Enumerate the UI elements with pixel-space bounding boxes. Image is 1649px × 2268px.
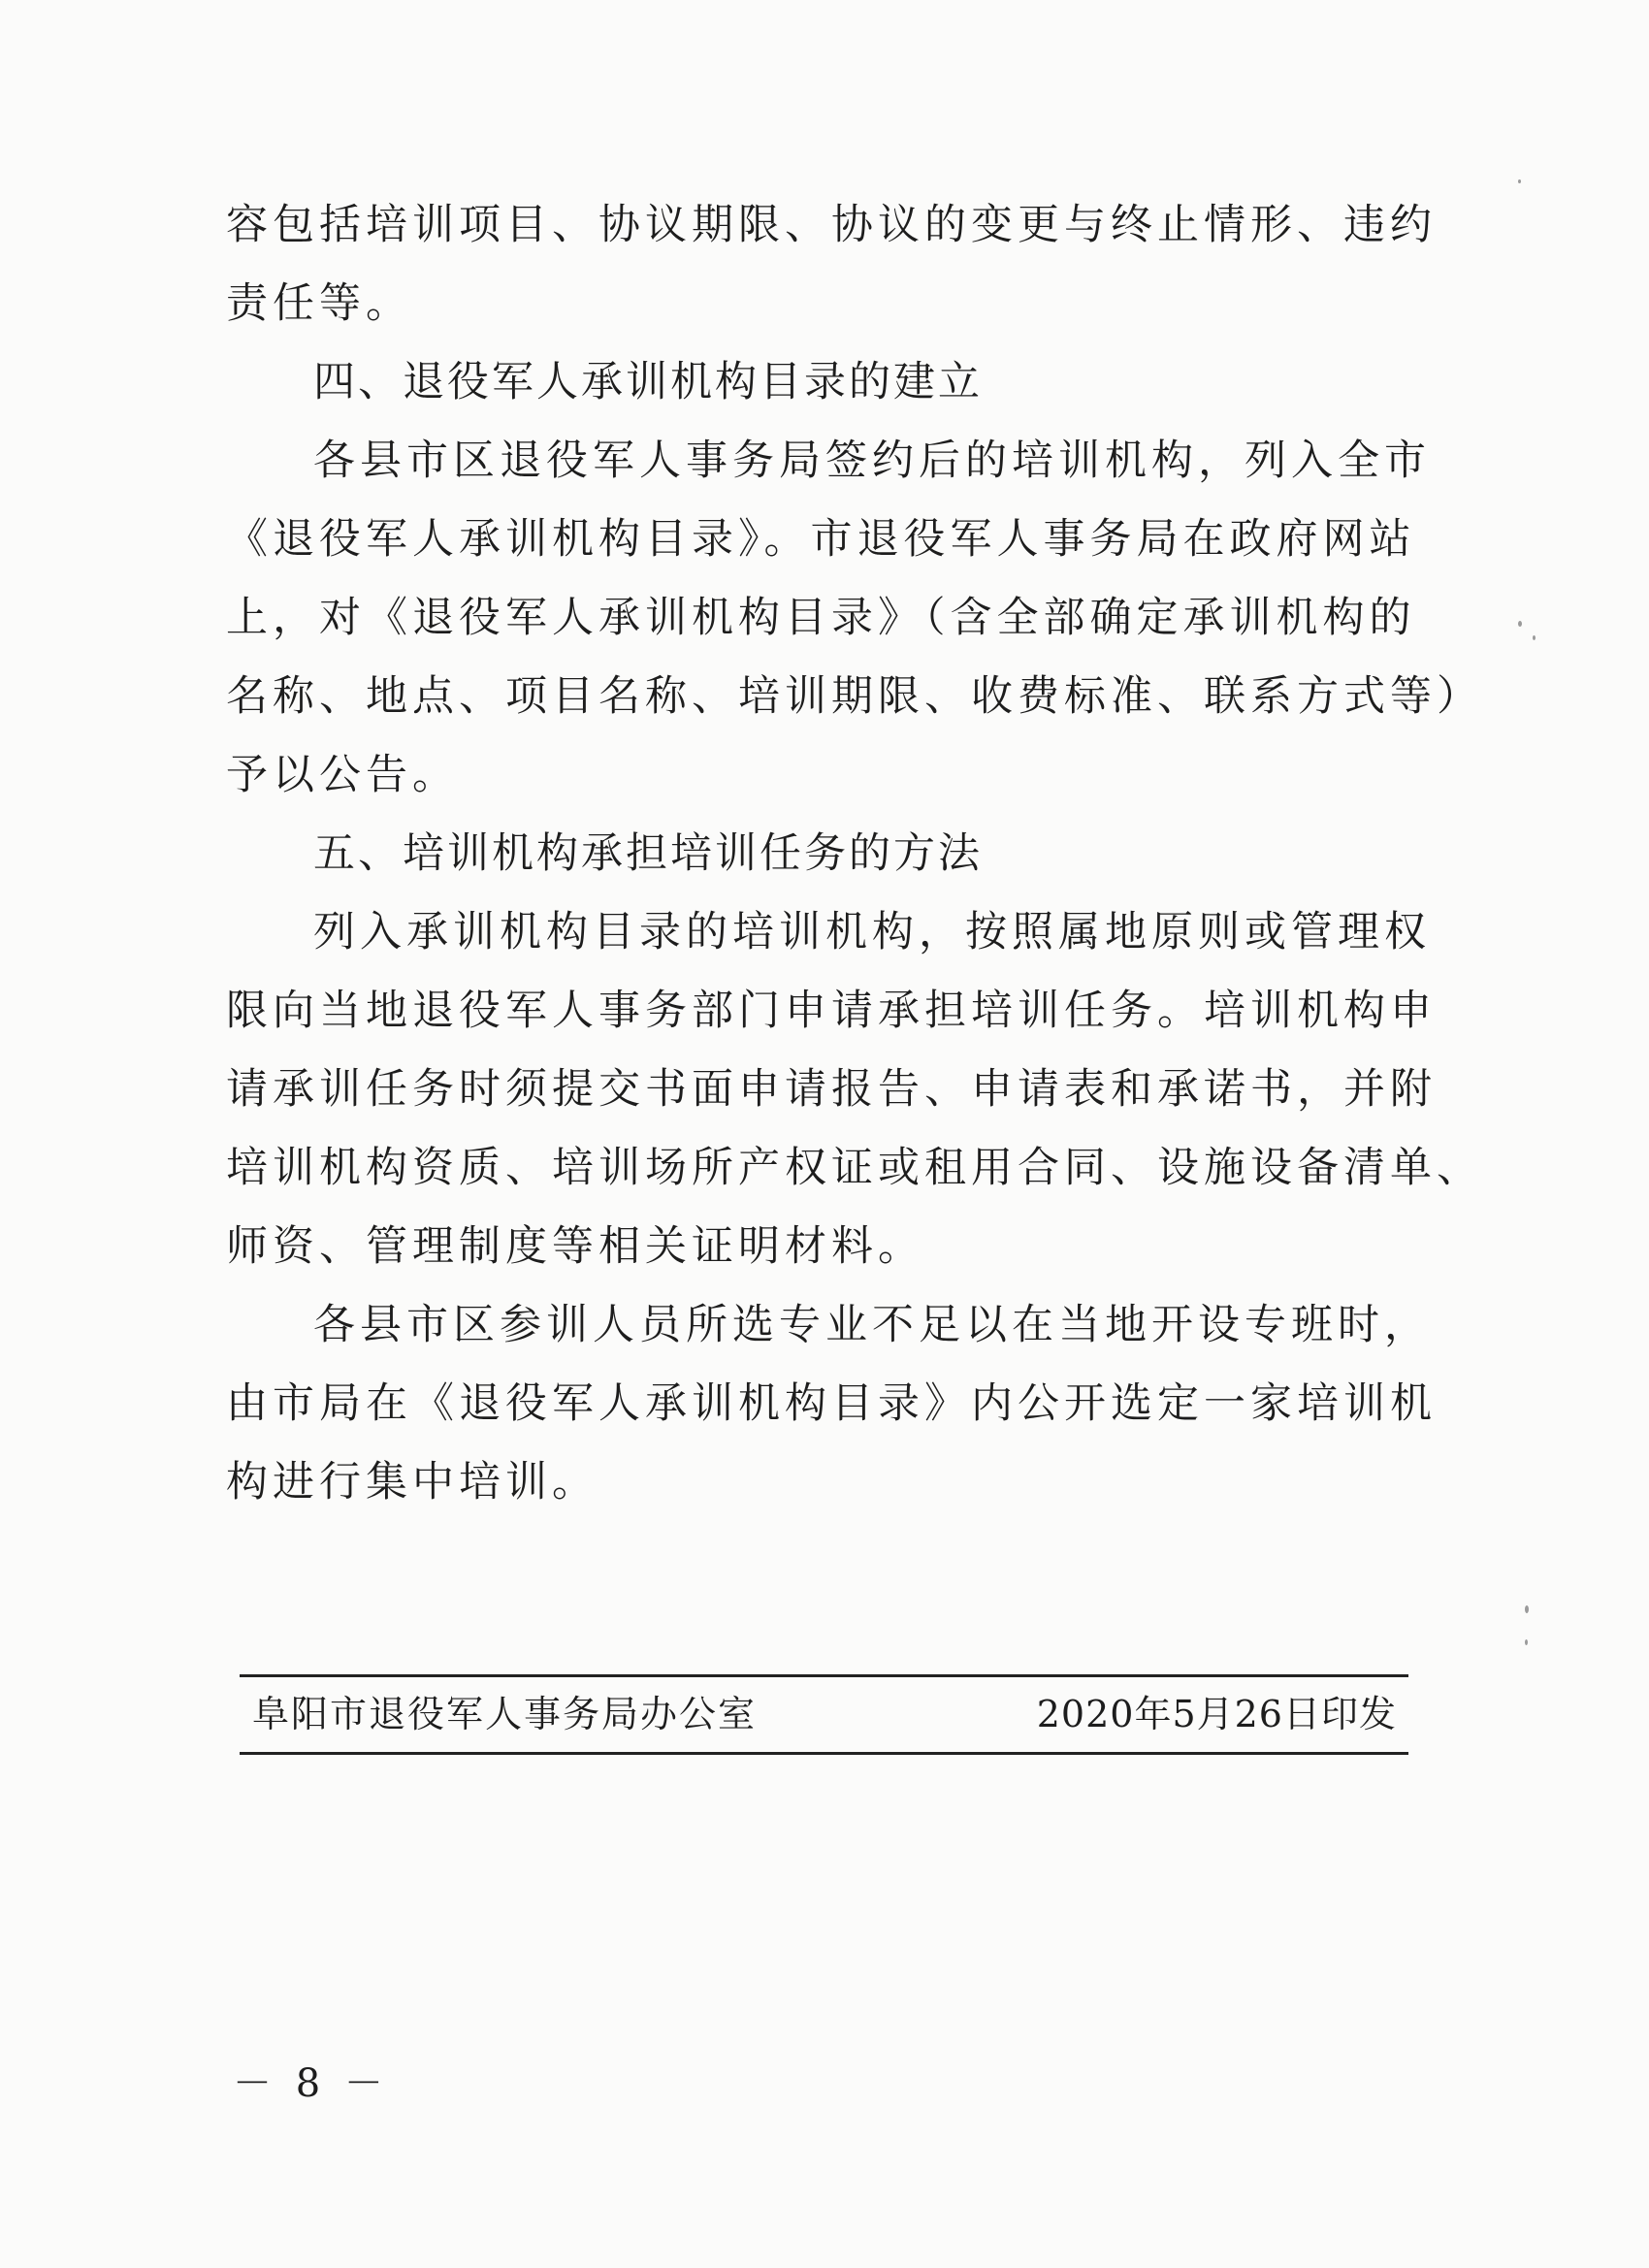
body-line: 各县市区退役军人事务局签约后的培训机构，列入全市 — [313, 437, 1431, 485]
body-line: 各县市区参训人员所选专业不足以在当地开设专班时， — [313, 1301, 1431, 1349]
body-line: 构进行集中培训。 — [226, 1458, 598, 1507]
body-line: 请承训任务时须提交书面申请报告、申请表和承诺书，并附 — [226, 1065, 1437, 1114]
body-line: 由市局在《退役军人承训机构目录》内公开选定一家培训机 — [226, 1379, 1437, 1428]
body-line: 予以公告。 — [226, 751, 459, 799]
footer-row — [252, 1685, 1397, 1743]
page-number: － 8 － — [233, 2061, 389, 2106]
body-line: 限向当地退役军人事务部门申请承担培训任务。培训机构申 — [226, 987, 1437, 1035]
body-line: 上，对《退役军人承训机构目录》（含全部确定承训机构的 — [226, 594, 1416, 642]
scan-speck — [1533, 635, 1536, 640]
section-heading: 四、退役军人承训机构目录的建立 — [313, 358, 983, 406]
footer-top-rule — [240, 1674, 1408, 1677]
document-body — [226, 186, 1483, 1522]
body-line: 《退役军人承训机构目录》。市退役军人事务局在政府网站 — [226, 515, 1416, 564]
body-line: 师资、管理制度等相关证明材料。 — [226, 1222, 924, 1271]
scan-speck — [1525, 1605, 1529, 1613]
footer-date: 2020年5月26日印发 — [1036, 1693, 1397, 1735]
scan-speck — [1518, 179, 1521, 183]
scan-speck — [1525, 1639, 1528, 1645]
body-line: 名称、地点、项目名称、培训期限、收费标准、联系方式等） — [226, 672, 1483, 721]
footer-bottom-rule — [240, 1752, 1408, 1755]
section-heading: 五、培训机构承担培训任务的方法 — [313, 829, 983, 878]
scan-speck — [1518, 621, 1522, 627]
body-line: 容包括培训项目、协议期限、协议的变更与终止情形、违约 — [226, 201, 1437, 249]
body-line: 列入承训机构目录的培训机构，按照属地原则或管理权 — [313, 908, 1431, 956]
body-line: 责任等。 — [226, 279, 412, 328]
body-line: 培训机构资质、培训场所产权证或租用合同、设施设备清单、 — [226, 1144, 1483, 1192]
footer-issuer: 阜阳市退役军人事务局办公室 — [252, 1693, 758, 1735]
